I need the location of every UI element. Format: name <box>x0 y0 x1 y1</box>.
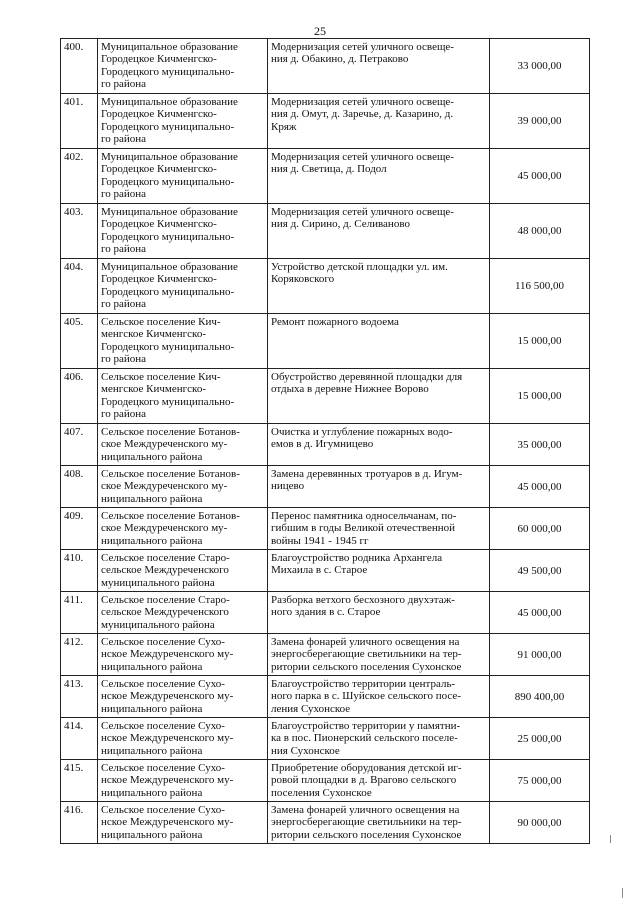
municipality-cell: Муниципальное образование Городецкое Кичменгско- Городецкого муниципально- го района <box>98 94 268 149</box>
project-description-cell: Модернизация сетей уличного освеще- ния д. Светица, д. Подол <box>268 149 490 204</box>
municipality-cell: Сельское поселение Сухо- нское Междуреченского му- ниципального района <box>98 634 268 676</box>
project-description-cell: Приобретение оборудования детской иг- ровой площадки в д. Врагово сельского поселения Сухонское <box>268 760 490 802</box>
table-row <box>61 592 590 634</box>
municipality-cell: Сельское поселение Ботанов- ское Междуреченского му- ниципального района <box>98 508 268 550</box>
table-row <box>61 718 590 760</box>
amount-cell: 33 000,00 <box>490 39 590 94</box>
municipality-cell: Сельское поселение Сухо- нское Междуреченского му- ниципального района <box>98 802 268 844</box>
table-row <box>61 508 590 550</box>
table-row <box>61 424 590 466</box>
municipality-cell: Сельское поселение Ботанов- ское Междуреченского му- ниципального района <box>98 466 268 508</box>
row-number: 416. <box>61 802 98 844</box>
municipality-cell: Сельское поселение Сухо- нское Междуреченского му- ниципального района <box>98 676 268 718</box>
table-row <box>61 802 590 844</box>
row-number: 413. <box>61 676 98 718</box>
amount-cell: 39 000,00 <box>490 94 590 149</box>
project-description-cell: Модернизация сетей уличного освеще- ния д. Обакино, д. Петраково <box>268 39 490 94</box>
amount-cell: 116 500,00 <box>490 259 590 314</box>
amount-cell: 91 000,00 <box>490 634 590 676</box>
table-row <box>61 634 590 676</box>
municipality-cell: Сельское поселение Сухо- нское Междуреченского му- ниципального района <box>98 718 268 760</box>
project-description-cell: Благоустройство территории у памятни- ка в пос. Пионерский сельского поселе- ния Сухонское <box>268 718 490 760</box>
municipality-cell: Сельское поселение Старо- сельское Междуреченского муниципального района <box>98 550 268 592</box>
municipality-cell: Сельское поселение Кич- менгское Кичменгско- Городецкого муниципально- го района <box>98 369 268 424</box>
project-description-cell: Разборка ветхого бесхозного двухэтаж- ного здания в с. Старое <box>268 592 490 634</box>
table-row <box>61 149 590 204</box>
table-row <box>61 369 590 424</box>
project-description-cell: Перенос памятника односельчанам, по- гибшим в годы Великой отечественной войны 1941 - 1945 гг <box>268 508 490 550</box>
table-row <box>61 550 590 592</box>
row-number: 415. <box>61 760 98 802</box>
table-row <box>61 314 590 369</box>
table-row <box>61 259 590 314</box>
municipality-cell: Сельское поселение Старо- сельское Междуреченского муниципального района <box>98 592 268 634</box>
project-description-cell: Замена фонарей уличного освещения на энергосберегающие светильники на тер- ритории сельского поселения Сухонское <box>268 802 490 844</box>
row-number: 400. <box>61 39 98 94</box>
row-number: 402. <box>61 149 98 204</box>
table-row <box>61 39 590 94</box>
table-row <box>61 204 590 259</box>
amount-cell: 15 000,00 <box>490 314 590 369</box>
amount-cell: 49 500,00 <box>490 550 590 592</box>
project-description-cell: Замена деревянных тротуаров в д. Игум- ницево <box>268 466 490 508</box>
project-description-cell: Благоустройство территории централь- ного парка в с. Шуйское сельского посе- ления Сухонское <box>268 676 490 718</box>
table-row <box>61 94 590 149</box>
project-description-cell: Замена фонарей уличного освещения на энергосберегающие светильники на тер- ритории сельского поселения Сухонское <box>268 634 490 676</box>
project-description-cell: Обустройство деревянной площадки для отдыха в деревне Нижнее Ворово <box>268 369 490 424</box>
row-number: 409. <box>61 508 98 550</box>
page-number: 25 <box>314 24 326 38</box>
scan-artifact <box>610 835 611 843</box>
amount-cell: 60 000,00 <box>490 508 590 550</box>
projects-table <box>60 38 590 844</box>
project-description-cell: Модернизация сетей уличного освеще- ния д. Омут, д. Заречье, д. Казарино, д. Кряж <box>268 94 490 149</box>
table-row <box>61 760 590 802</box>
municipality-cell: Сельское поселение Кич- менгское Кичменгско- Городецкого муниципально- го района <box>98 314 268 369</box>
scan-artifact <box>622 888 623 898</box>
municipality-cell: Муниципальное образование Городецкое Кичменгско- Городецкого муниципально- го района <box>98 149 268 204</box>
project-description-cell: Модернизация сетей уличного освеще- ния д. Сирино, д. Селиваново <box>268 204 490 259</box>
row-number: 411. <box>61 592 98 634</box>
row-number: 408. <box>61 466 98 508</box>
amount-cell: 45 000,00 <box>490 592 590 634</box>
amount-cell: 75 000,00 <box>490 760 590 802</box>
municipality-cell: Муниципальное образование Городецкое Кичменгско- Городецкого муниципально- го района <box>98 204 268 259</box>
amount-cell: 35 000,00 <box>490 424 590 466</box>
amount-cell: 45 000,00 <box>490 466 590 508</box>
row-number: 412. <box>61 634 98 676</box>
project-description-cell: Благоустройство родника Архангела Михаила в с. Старое <box>268 550 490 592</box>
row-number: 404. <box>61 259 98 314</box>
row-number: 401. <box>61 94 98 149</box>
amount-cell: 45 000,00 <box>490 149 590 204</box>
row-number: 403. <box>61 204 98 259</box>
municipality-cell: Муниципальное образование Городецкое Кичменгско- Городецкого муниципально- го района <box>98 259 268 314</box>
row-number: 405. <box>61 314 98 369</box>
municipality-cell: Сельское поселение Сухо- нское Междуреченского му- ниципального района <box>98 760 268 802</box>
table-body <box>61 39 590 844</box>
amount-cell: 48 000,00 <box>490 204 590 259</box>
table-row <box>61 466 590 508</box>
amount-cell: 90 000,00 <box>490 802 590 844</box>
row-number: 406. <box>61 369 98 424</box>
amount-cell: 25 000,00 <box>490 718 590 760</box>
project-description-cell: Ремонт пожарного водоема <box>268 314 490 369</box>
row-number: 414. <box>61 718 98 760</box>
row-number: 410. <box>61 550 98 592</box>
amount-cell: 15 000,00 <box>490 369 590 424</box>
table-row <box>61 676 590 718</box>
municipality-cell: Муниципальное образование Городецкое Кичменгско- Городецкого муниципально- го района <box>98 39 268 94</box>
row-number: 407. <box>61 424 98 466</box>
project-description-cell: Устройство детской площадки ул. им. Коряковского <box>268 259 490 314</box>
project-description-cell: Очистка и углубление пожарных водо- емов в д. Игумницево <box>268 424 490 466</box>
municipality-cell: Сельское поселение Ботанов- ское Междуреченского му- ниципального района <box>98 424 268 466</box>
amount-cell: 890 400,00 <box>490 676 590 718</box>
